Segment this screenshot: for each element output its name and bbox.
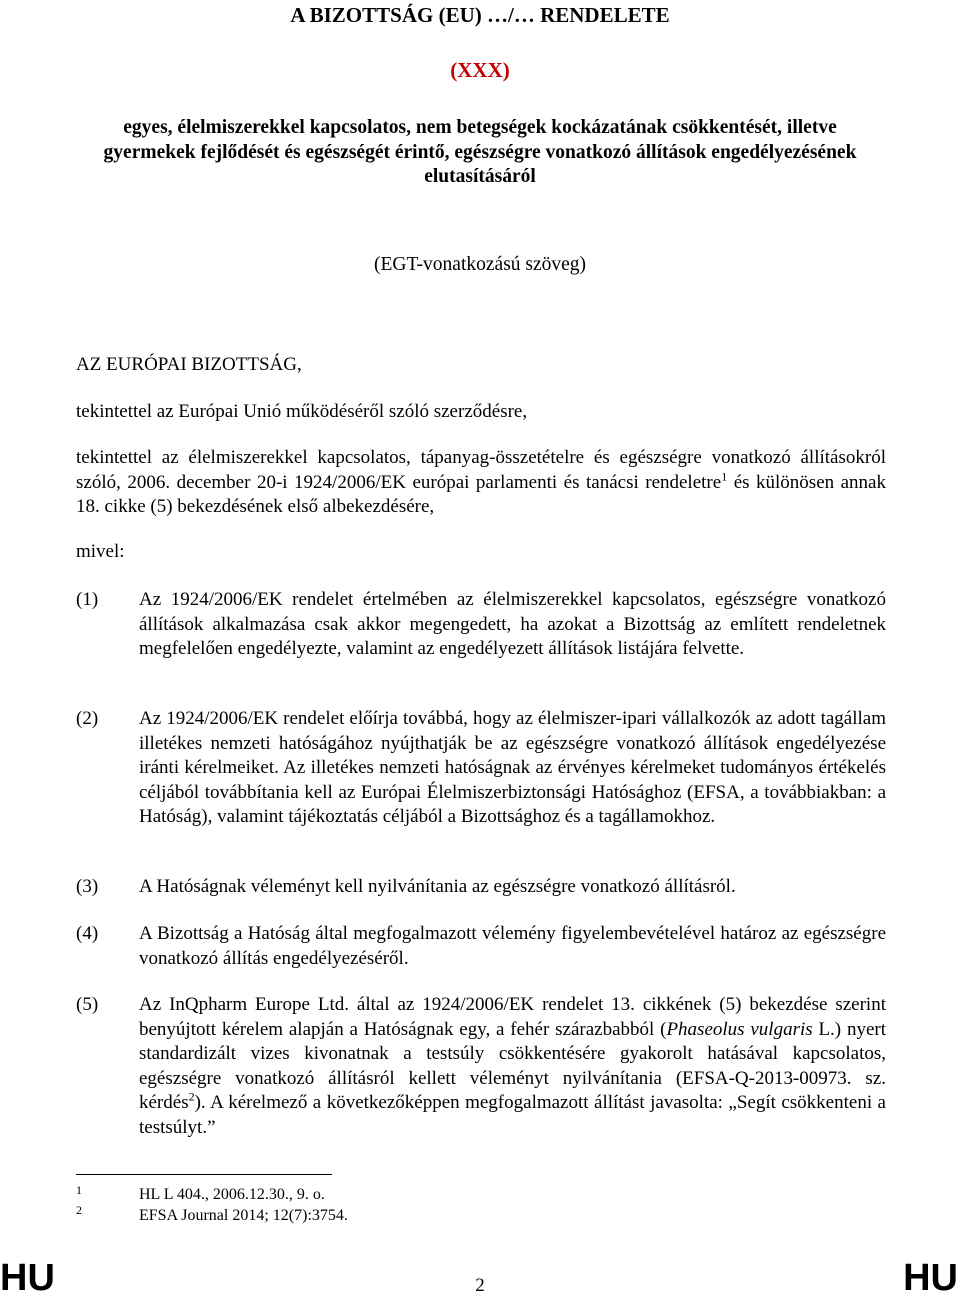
- document-reference: (XXX): [450, 58, 510, 82]
- recital-4-text: A Bizottság a Hatóság által megfogalmazott vélemény figyelembevételével határoz az egészségre vonatkozó állítás engedélyezéséről.: [139, 923, 886, 969]
- citation-regulation-text: tekintettel az élelmiszerekkel kapcsolatos, tápanyag-összetételre és egészségre vonatkozó állításokról szóló, 2006. december 20-i 1924/2006/EK európai parlamenti és tanácsi rendeletre: [76, 447, 886, 493]
- citation-treaty: tekintettel az Európai Unió működéséről szóló szerződésre,: [76, 401, 528, 422]
- recital-4-number: (4): [76, 923, 99, 944]
- recital-5-text-part3: ). A kérelmező a következőképpen megfogalmazott állítást javasolta: „Segít csökkenteni a testsúlyt.”: [139, 1092, 886, 1138]
- recital-5-number: (5): [76, 994, 99, 1015]
- citation-regulation-text-cont: és különösen annak 18. cikke (5) bekezdésének első albekezdésére,: [76, 471, 886, 517]
- recital-5-text-part2: L.) nyert standardizált vizes kivonatnak a testsúly csökkentésére gyakorolt hatásával kapcsolatos, egészségre vonatkozó állításról kellett véleményt nyilvánítania (EFSA-Q-2013-00973. sz. kérdés: [139, 1018, 886, 1113]
- footnote-separator: [76, 1174, 332, 1175]
- recital-3-text: A Hatóságnak véleményt kell nyilvánítania az egészségre vonatkozó állításról.: [139, 876, 736, 897]
- recital-3-number: (3): [76, 876, 99, 897]
- regulation-subject: egyes, élelmiszerekkel kapcsolatos, nem betegségek kockázatának csökkentését, illetve gyermekek fejlődését és egészségét érintő, egészségre vonatkozó állítások engedélyezésének elutasításáról: [103, 117, 857, 187]
- footer-language-right: HU: [903, 1257, 958, 1299]
- recital-5-species-name: Phaseolus vulgaris: [666, 1018, 813, 1040]
- footer-language-left: HU: [0, 1257, 55, 1299]
- recital-5-text: [139, 993, 886, 1140]
- institution-heading: AZ EURÓPAI BIZOTTSÁG,: [76, 354, 302, 375]
- footnote-1-text: HL L 404., 2006.12.30., 9. o.: [139, 1186, 325, 1203]
- citation-regulation: [76, 446, 886, 520]
- footnote-ref-1[interactable]: 1: [721, 469, 728, 484]
- footnote-2-number: 2: [76, 1203, 82, 1217]
- page-number: 2: [475, 1275, 485, 1296]
- eea-relevance-note: (EGT-vonatkozású szöveg): [373, 254, 587, 275]
- document-title: A BIZOTTSÁG (EU) …/… RENDELETE: [290, 3, 670, 27]
- footnote-1-number: 1: [76, 1183, 82, 1197]
- footnote-2-text: EFSA Journal 2014; 12(7):3754.: [139, 1207, 348, 1224]
- recital-2-number: (2): [76, 708, 99, 729]
- footnote-ref-2[interactable]: 2: [188, 1089, 195, 1104]
- recital-5-text-part1: Az InQpharm Europe Ltd. által az 1924/2006/EK rendelet 13. cikkének (5) bekezdése szerint benyújtott kérelem alapján a Hatóságnak egy, a fehér szárazbabból (: [139, 994, 886, 1040]
- whereas-heading: mivel:: [76, 541, 125, 562]
- recital-1-number: (1): [76, 589, 99, 610]
- recital-2-text: Az 1924/2006/EK rendelet előírja továbbá, hogy az élelmiszer-ipari vállalkozók az adott tagállam illetékes nemzeti hatóságához nyújthatják be az egészségre vonatkozó állítások engedélyezése iránti kérelmeiket. Az illetékes nemzeti hatóságnak az érvényes kérelmeket tudományos értékelés céljából továbbítania kell az Európai Élelmiszerbiztonsági Hatósághoz (EFSA, a továbbiakban: a Hatóság), valamint tájékoztatás céljából a Bizottsághoz és a tagállamokhoz.: [139, 708, 886, 827]
- recital-1-text: Az 1924/2006/EK rendelet értelmében az élelmiszerekkel kapcsolatos, egészségre vonatkozó állítások alkalmazása csak akkor megengedett, ha azokat a Bizottság az említett rendeletnek megfelelően engedélyezte, valamint az engedélyezett állítások listájára felvette.: [139, 589, 886, 659]
